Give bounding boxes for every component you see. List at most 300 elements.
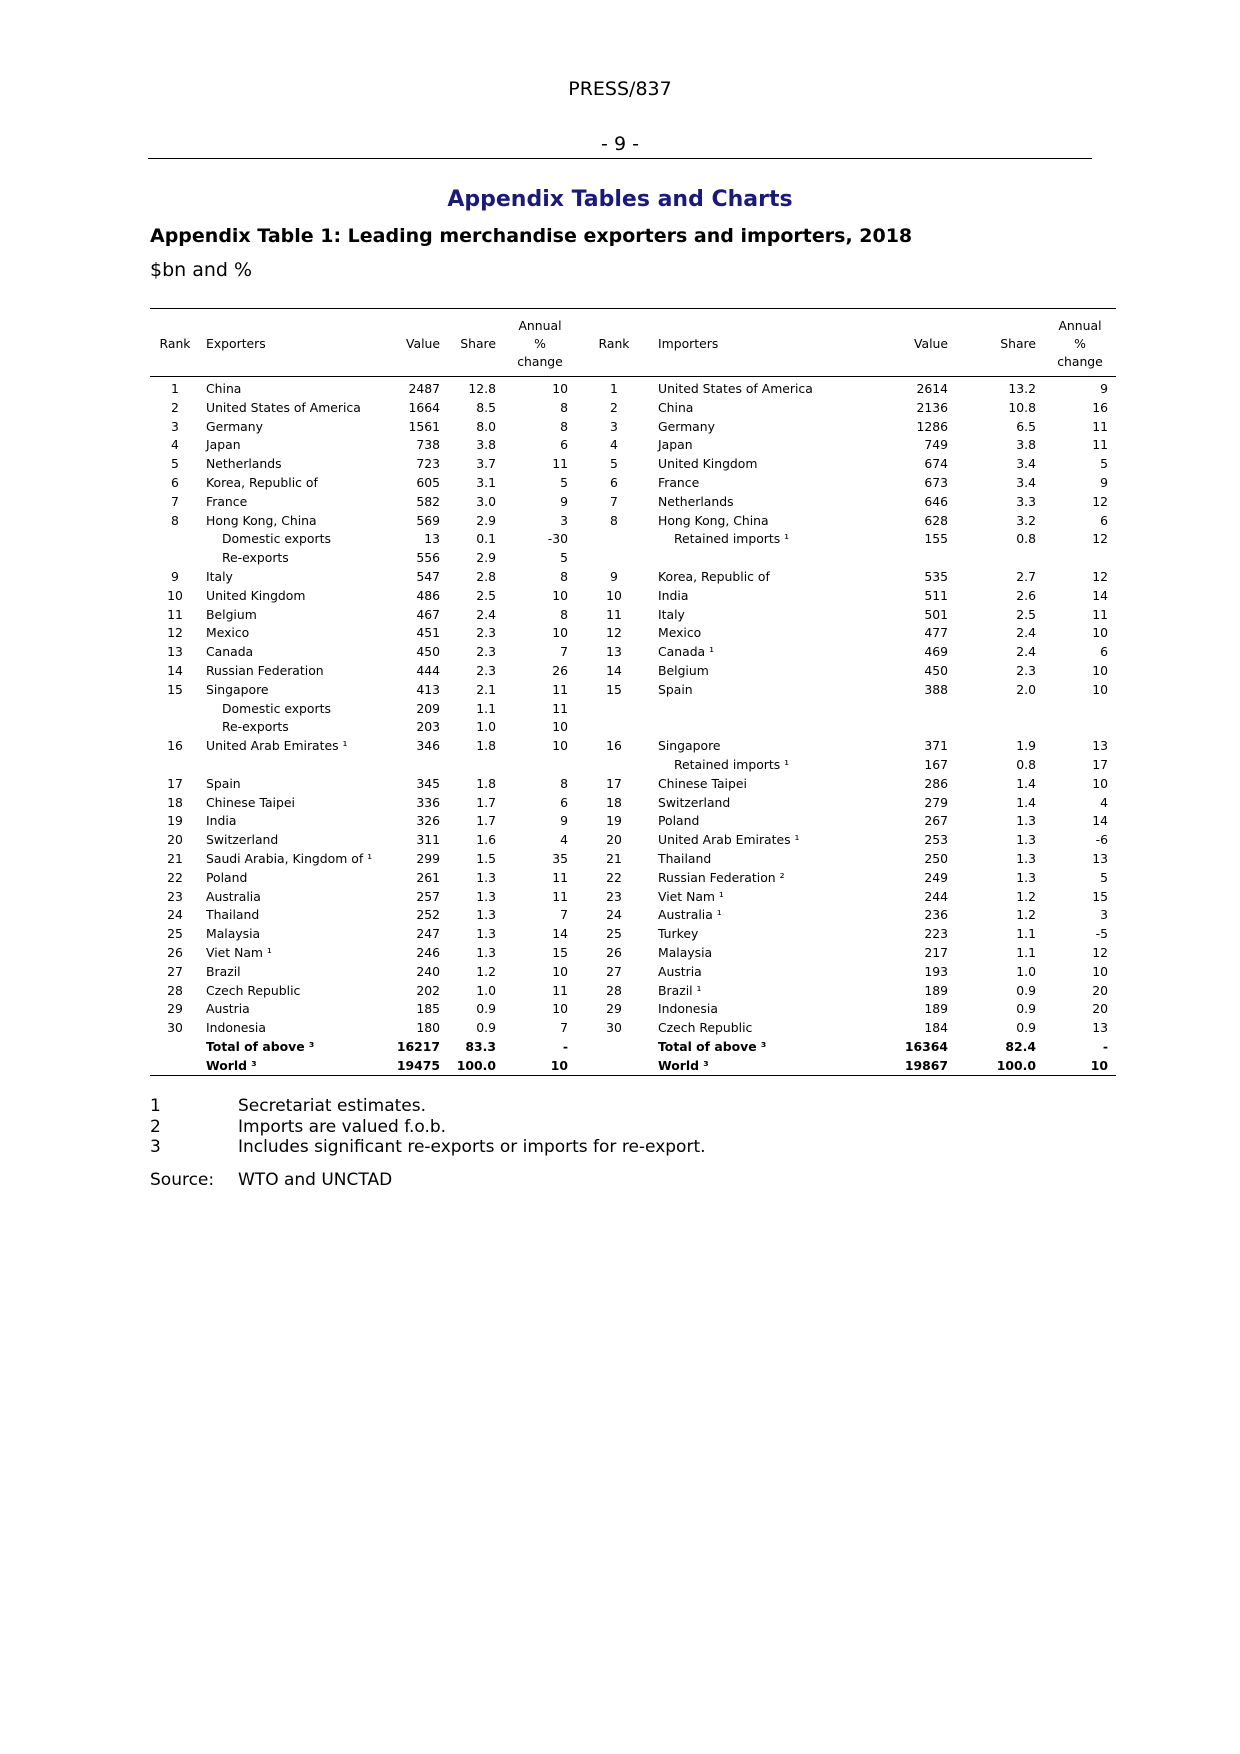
importer-share: 82.4 <box>1005 1038 1036 1054</box>
importer-name: Retained imports ¹ <box>674 756 790 772</box>
importer-value: 236 <box>924 907 948 923</box>
exporter-change: 8 <box>560 399 568 415</box>
importer-value: 1286 <box>916 418 948 434</box>
importer-rank: 2 <box>610 399 618 415</box>
importer-value: 155 <box>924 531 948 547</box>
exporter-share: 2.5 <box>476 587 496 603</box>
importer-change: 6 <box>1100 512 1108 528</box>
table-row <box>150 377 1116 399</box>
importer-name: India <box>658 587 689 603</box>
exporter-name: Domestic exports <box>222 700 331 716</box>
header-change-line: Annual <box>1058 318 1102 333</box>
exporter-value: 2487 <box>408 381 440 396</box>
exporter-value: 240 <box>416 963 440 979</box>
exporter-share: 1.2 <box>476 963 496 979</box>
importer-name: Brazil ¹ <box>658 982 702 998</box>
importer-share: 1.2 <box>1016 907 1036 923</box>
source-line <box>150 1170 706 1190</box>
table-row <box>150 700 1116 719</box>
exporter-value: 556 <box>416 550 440 566</box>
table-row <box>150 737 1116 756</box>
importer-name: Netherlands <box>658 493 734 509</box>
exporter-change: 10 <box>552 381 568 396</box>
table-row <box>150 888 1116 907</box>
exporter-share: 1.3 <box>476 907 496 923</box>
exporter-change: 8 <box>560 606 568 622</box>
exporter-change: 9 <box>560 813 568 829</box>
exporter-change: 9 <box>560 493 568 509</box>
importer-name <box>652 718 864 737</box>
exporter-share: 8.5 <box>476 399 496 415</box>
importer-rank: 14 <box>606 662 622 678</box>
exporter-rank: 8 <box>171 512 179 528</box>
importer-change: 11 <box>1092 418 1108 434</box>
importer-value: 189 <box>924 982 948 998</box>
trade-table-container <box>150 308 1116 1076</box>
exporter-name: Indonesia <box>206 1020 266 1036</box>
exporter-rank: 7 <box>171 493 179 509</box>
importer-value: 511 <box>924 587 948 603</box>
exporter-change: 5 <box>560 474 568 490</box>
importer-share: 1.4 <box>1016 775 1036 791</box>
exporter-name: China <box>206 381 242 396</box>
importer-rank: 17 <box>606 775 622 791</box>
exporter-value: 180 <box>416 1020 440 1036</box>
exporter-rank <box>150 530 200 549</box>
importer-name: Indonesia <box>658 1001 718 1017</box>
press-code: PRESS/837 <box>568 78 672 100</box>
importer-rank: 3 <box>610 418 618 434</box>
header-change-line: % <box>1074 336 1086 351</box>
importer-change: 16 <box>1092 399 1108 415</box>
exporter-name: Spain <box>206 775 241 791</box>
importer-name: Spain <box>658 681 693 697</box>
importer-value: 2136 <box>916 399 948 415</box>
importer-name: United Kingdom <box>658 456 758 472</box>
importer-name: Germany <box>658 418 715 434</box>
importer-value: 535 <box>924 568 948 584</box>
exporter-share: 2.9 <box>476 550 496 566</box>
exporter-rank: 16 <box>167 738 183 754</box>
exporter-rank: 13 <box>167 644 183 660</box>
exporter-share: 3.8 <box>476 437 496 453</box>
importer-value: 223 <box>924 926 948 942</box>
source-text: WTO and UNCTAD <box>238 1169 393 1190</box>
exporter-name: Korea, Republic of <box>206 474 318 490</box>
importer-rank: 28 <box>606 982 622 998</box>
importer-share: 10.8 <box>1008 399 1036 415</box>
importer-name: Hong Kong, China <box>658 512 769 528</box>
importer-change <box>1044 700 1116 719</box>
importer-rank: 24 <box>606 907 622 923</box>
importer-rank: 29 <box>606 1001 622 1017</box>
importer-change: 13 <box>1092 850 1108 866</box>
exporter-rank: 30 <box>167 1020 183 1036</box>
importer-share <box>956 549 1044 568</box>
exporter-name: Singapore <box>206 681 269 697</box>
importer-share: 2.4 <box>1016 625 1036 641</box>
exporter-value: 247 <box>416 926 440 942</box>
exporter-rank: 4 <box>171 437 179 453</box>
exporter-share: 1.6 <box>476 832 496 848</box>
exporter-name: Russian Federation <box>206 662 324 678</box>
importer-share: 1.4 <box>1016 794 1036 810</box>
exporter-share: 2.3 <box>476 625 496 641</box>
importer-name <box>652 700 864 719</box>
footnote-text: Secretariat estimates. <box>238 1096 427 1116</box>
header-change-line: change <box>517 354 563 369</box>
exporter-value: 252 <box>416 907 440 923</box>
table-row <box>150 436 1116 455</box>
exporter-name: Mexico <box>206 625 250 641</box>
importer-value: 388 <box>924 681 948 697</box>
exporter-name: United Arab Emirates ¹ <box>206 738 348 754</box>
exporter-change: 6 <box>560 794 568 810</box>
importer-change: 6 <box>1100 644 1108 660</box>
table-row <box>150 982 1116 1001</box>
importer-change: 13 <box>1092 1020 1108 1036</box>
importer-name: World ³ <box>658 1057 709 1073</box>
exporter-value: 413 <box>416 681 440 697</box>
header-rank-importers: Rank <box>598 336 630 351</box>
exporter-value: 185 <box>416 1001 440 1017</box>
exporter-value <box>388 756 448 775</box>
exporter-name: Austria <box>206 1001 250 1017</box>
exporter-change: 10 <box>552 719 568 735</box>
exporter-rank: 22 <box>167 869 183 885</box>
header-importers: Importers <box>658 336 719 351</box>
exporter-value: 444 <box>416 662 440 678</box>
exporter-change: 4 <box>560 832 568 848</box>
importer-share: 6.5 <box>1016 418 1036 434</box>
exporter-value: 547 <box>416 568 440 584</box>
exporter-share: 1.7 <box>476 794 496 810</box>
importer-rank: 11 <box>606 606 622 622</box>
footnote-text: Imports are valued f.o.b. <box>238 1116 447 1137</box>
exporter-change: 3 <box>560 512 568 528</box>
exporter-value: 246 <box>416 944 440 960</box>
importer-value: 450 <box>924 662 948 678</box>
importer-name: United Arab Emirates ¹ <box>658 832 800 848</box>
exporter-rank: 12 <box>167 625 183 641</box>
header-share-importers: Share <box>1000 336 1036 351</box>
exporter-name: Switzerland <box>206 832 279 848</box>
importer-change: 13 <box>1092 738 1108 754</box>
exporter-value: 346 <box>416 738 440 754</box>
exporter-name: Belgium <box>206 606 257 622</box>
page-number: - 9 - <box>601 133 639 155</box>
importer-rank <box>576 1038 652 1057</box>
importer-value <box>864 718 956 737</box>
header-change-importers <box>1044 309 1116 377</box>
importer-name: Austria <box>658 963 702 979</box>
exporter-rank <box>150 1038 200 1057</box>
exporter-value: 16217 <box>396 1038 440 1054</box>
exporter-name: Netherlands <box>206 456 282 472</box>
exporter-share: 0.9 <box>476 1020 496 1036</box>
exporter-value: 209 <box>416 700 440 716</box>
exporter-change <box>504 756 576 775</box>
exporter-rank: 27 <box>167 963 183 979</box>
footnote-number: 1 <box>150 1096 161 1116</box>
exporter-change: 11 <box>552 888 568 904</box>
importer-share: 2.3 <box>1016 662 1036 678</box>
exporter-rank: 3 <box>171 418 179 434</box>
importer-change: -5 <box>1095 926 1108 942</box>
importer-change: 3 <box>1100 907 1108 923</box>
header-change-line: change <box>1057 354 1103 369</box>
exporter-value: 261 <box>416 869 440 885</box>
exporter-change: 7 <box>560 1020 568 1036</box>
importer-change: 11 <box>1092 606 1108 622</box>
importer-change: 10 <box>1092 625 1108 641</box>
importer-change: 10 <box>1090 1057 1108 1073</box>
exporter-name: Italy <box>206 568 233 584</box>
table-row <box>150 756 1116 775</box>
importer-value: 19867 <box>904 1057 948 1073</box>
exporter-share: 3.1 <box>476 474 496 490</box>
importer-change: 9 <box>1100 381 1108 396</box>
importer-change: 20 <box>1092 1001 1108 1017</box>
table-units: $bn and % <box>150 259 253 281</box>
importer-value: 674 <box>924 456 948 472</box>
exporter-change: 11 <box>552 456 568 472</box>
exporter-name: France <box>206 493 248 509</box>
importer-rank: 19 <box>606 813 622 829</box>
importer-share: 3.4 <box>1016 456 1036 472</box>
importer-rank: 10 <box>606 587 622 603</box>
exporter-change: - <box>562 1038 568 1054</box>
exporter-share: 1.1 <box>476 700 496 716</box>
importer-name: Malaysia <box>658 944 713 960</box>
table-row <box>150 812 1116 831</box>
exporter-name: Malaysia <box>206 926 261 942</box>
importer-change: -6 <box>1095 832 1108 848</box>
importer-value: 2614 <box>916 381 948 396</box>
importer-name: Czech Republic <box>658 1020 753 1036</box>
exporter-change: 10 <box>550 1057 568 1073</box>
exporter-change: 11 <box>552 982 568 998</box>
importer-value: 189 <box>924 1001 948 1017</box>
table-row <box>150 925 1116 944</box>
exporter-value: 723 <box>416 456 440 472</box>
exporter-change: 8 <box>560 568 568 584</box>
importer-rank: 5 <box>610 456 618 472</box>
importer-rank <box>576 700 652 719</box>
importer-value: 244 <box>924 888 948 904</box>
exporter-value: 203 <box>416 719 440 735</box>
exporter-share: 1.8 <box>476 775 496 791</box>
importer-rank: 26 <box>606 944 622 960</box>
importer-change: 10 <box>1092 963 1108 979</box>
exporter-share: 1.0 <box>476 719 496 735</box>
exporter-change: 11 <box>552 869 568 885</box>
exporter-value: 345 <box>416 775 440 791</box>
importer-name: United States of America <box>658 381 813 396</box>
importer-name: Switzerland <box>658 794 731 810</box>
exporter-name: Brazil <box>206 963 241 979</box>
header-change-line: % <box>534 336 546 351</box>
exporter-share: 2.9 <box>476 512 496 528</box>
footnotes <box>150 1096 706 1190</box>
importer-rank: 13 <box>606 644 622 660</box>
footnote-text: Includes significant re-exports or imports for re-export. <box>238 1137 706 1157</box>
exporter-name <box>200 756 388 775</box>
exporter-share: 100.0 <box>456 1057 496 1073</box>
table-row <box>150 418 1116 437</box>
exporter-rank: 26 <box>167 944 183 960</box>
table-row <box>150 944 1116 963</box>
exporter-name: Re-exports <box>222 719 289 735</box>
importer-value: 501 <box>924 606 948 622</box>
importer-share: 0.8 <box>1016 531 1036 547</box>
importer-share: 3.4 <box>1016 474 1036 490</box>
header-rank-exporters: Rank <box>159 336 191 351</box>
importer-rank: 20 <box>606 832 622 848</box>
importer-change: 15 <box>1092 888 1108 904</box>
importer-name: Thailand <box>658 850 712 866</box>
table-row <box>150 643 1116 662</box>
importer-rank: 4 <box>610 437 618 453</box>
exporter-share: 2.3 <box>476 644 496 660</box>
importer-rank: 1 <box>610 381 618 396</box>
importer-name: Canada ¹ <box>658 644 715 660</box>
importer-rank: 16 <box>606 738 622 754</box>
exporter-change: 11 <box>552 700 568 716</box>
exporter-name: Domestic exports <box>222 531 331 547</box>
exporter-share <box>448 756 504 775</box>
exporter-value: 582 <box>416 493 440 509</box>
exporter-change: 10 <box>552 738 568 754</box>
exporter-change: 5 <box>560 550 568 566</box>
importer-share: 100.0 <box>996 1057 1036 1073</box>
importer-name: Chinese Taipei <box>658 775 747 791</box>
importer-change: 10 <box>1092 662 1108 678</box>
exporter-value: 467 <box>416 606 440 622</box>
exporter-rank <box>150 718 200 737</box>
importer-share: 1.3 <box>1016 832 1036 848</box>
importer-rank: 21 <box>606 850 622 866</box>
importer-change: 9 <box>1100 474 1108 490</box>
table-row <box>150 512 1116 531</box>
exporter-rank: 11 <box>167 606 183 622</box>
importer-name: Retained imports ¹ <box>674 531 790 547</box>
importer-name: Italy <box>658 606 685 622</box>
exporter-rank: 29 <box>167 1001 183 1017</box>
exporter-value: 451 <box>416 625 440 641</box>
importer-change: 10 <box>1092 681 1108 697</box>
table-row <box>150 568 1116 587</box>
importer-name: France <box>658 474 700 490</box>
exporter-share: 2.3 <box>476 662 496 678</box>
exporter-name: Germany <box>206 418 263 434</box>
exporter-value: 569 <box>416 512 440 528</box>
importer-value: 469 <box>924 644 948 660</box>
table-row <box>150 549 1116 568</box>
importer-change: 11 <box>1092 437 1108 453</box>
exporter-change: 14 <box>552 926 568 942</box>
exporter-rank: 9 <box>171 568 179 584</box>
importer-share <box>956 718 1044 737</box>
importer-name: Poland <box>658 813 700 829</box>
table-row <box>150 530 1116 549</box>
importer-rank <box>576 756 652 775</box>
table-row <box>150 775 1116 794</box>
importer-value: 749 <box>924 437 948 453</box>
importer-value: 253 <box>924 832 948 848</box>
importer-share: 3.8 <box>1016 437 1036 453</box>
table-row <box>150 718 1116 737</box>
exporter-share: 83.3 <box>465 1038 496 1054</box>
importer-share: 1.9 <box>1016 738 1036 754</box>
importer-share: 2.6 <box>1016 587 1036 603</box>
exporter-rank <box>150 756 200 775</box>
importer-change: 12 <box>1092 568 1108 584</box>
importer-share: 2.0 <box>1016 681 1036 697</box>
exporter-rank: 18 <box>167 794 183 810</box>
importer-change: 12 <box>1092 531 1108 547</box>
importer-value: 628 <box>924 512 948 528</box>
importer-rank: 30 <box>606 1020 622 1036</box>
importer-share: 1.3 <box>1016 813 1036 829</box>
importer-share: 1.3 <box>1016 869 1036 885</box>
exporter-rank: 10 <box>167 587 183 603</box>
exporter-value: 486 <box>416 587 440 603</box>
exporter-rank: 21 <box>167 850 183 866</box>
importer-change <box>1044 718 1116 737</box>
exporter-rank: 15 <box>167 681 183 697</box>
importer-name: China <box>658 399 694 415</box>
exporter-value: 1561 <box>408 418 440 434</box>
importer-share: 1.0 <box>1016 963 1036 979</box>
exporter-change: 6 <box>560 437 568 453</box>
exporter-value: 738 <box>416 437 440 453</box>
exporter-share: 0.1 <box>476 531 496 547</box>
exporter-share: 2.4 <box>476 606 496 622</box>
importer-rank: 18 <box>606 794 622 810</box>
exporter-rank: 17 <box>167 775 183 791</box>
importer-value: 279 <box>924 794 948 810</box>
importer-name <box>652 549 864 568</box>
importer-name: Australia ¹ <box>658 907 722 923</box>
importer-value: 477 <box>924 625 948 641</box>
importer-share: 3.3 <box>1016 493 1036 509</box>
exporter-share: 3.0 <box>476 493 496 509</box>
importer-change: 10 <box>1092 775 1108 791</box>
table-row <box>150 906 1116 925</box>
exporter-value: 299 <box>416 850 440 866</box>
table-row <box>150 455 1116 474</box>
table-header-row <box>150 309 1116 377</box>
exporter-name: Thailand <box>206 907 260 923</box>
importer-name: Viet Nam ¹ <box>658 888 724 904</box>
importer-rank: 15 <box>606 681 622 697</box>
importer-value: 249 <box>924 869 948 885</box>
exporter-change: 10 <box>552 1001 568 1017</box>
exporter-change: 10 <box>552 625 568 641</box>
exporter-rank: 23 <box>167 888 183 904</box>
table-row <box>150 606 1116 625</box>
source-label: Source: <box>150 1169 215 1190</box>
exporter-name: Czech Republic <box>206 982 301 998</box>
table-row <box>150 662 1116 681</box>
exporter-value: 1664 <box>408 399 440 415</box>
importer-change <box>1044 549 1116 568</box>
exporter-name: Australia <box>206 888 261 904</box>
importer-change: 4 <box>1100 794 1108 810</box>
importer-share: 0.8 <box>1016 756 1036 772</box>
importer-share: 13.2 <box>1008 381 1036 396</box>
